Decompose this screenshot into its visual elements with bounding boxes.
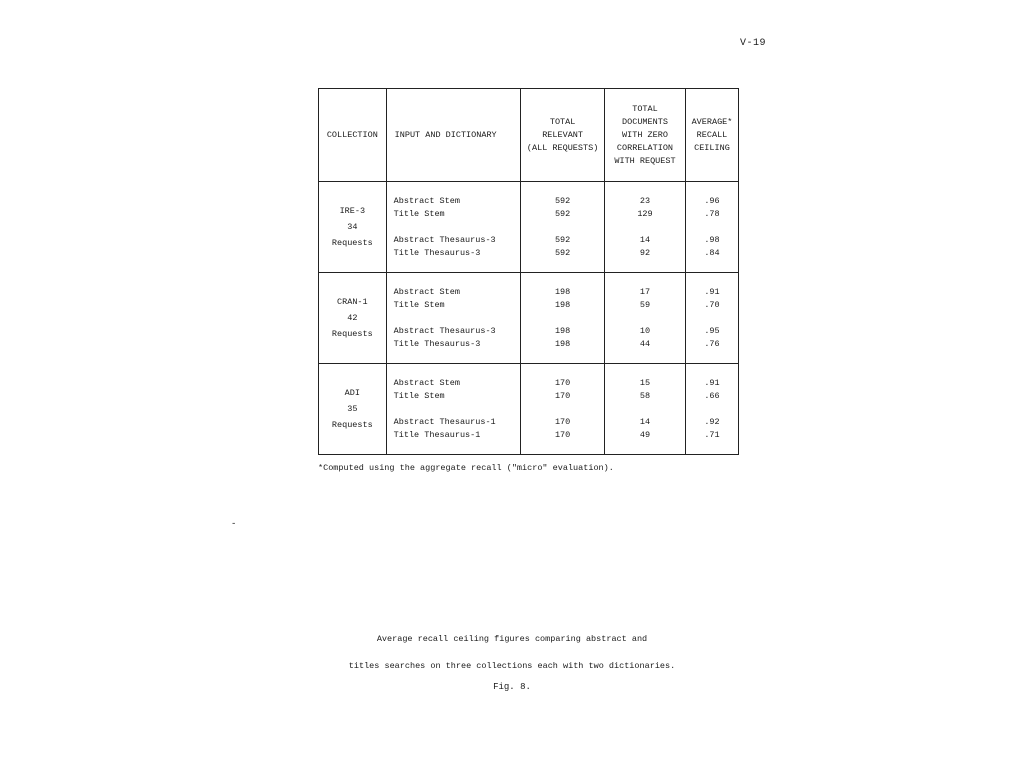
- header-total-relevant: TOTAL RELEVANT (ALL REQUESTS): [521, 89, 605, 182]
- zero-correlation-value: 14: [639, 234, 651, 245]
- total-relevant-value: 592: [554, 247, 571, 258]
- avg-recall-value: .91: [704, 286, 720, 297]
- avg-recall-value: .98: [704, 234, 720, 245]
- total-relevant-value: 198: [554, 338, 571, 349]
- zero-correlation-cell: [605, 273, 686, 364]
- total-relevant-value: 198: [554, 325, 571, 336]
- zero-correlation-value: 58: [639, 390, 651, 401]
- total-relevant-cell: [521, 182, 605, 273]
- request-count: 42: [347, 312, 358, 323]
- avg-recall-value: .66: [704, 390, 720, 401]
- request-unit: Requests: [331, 419, 373, 430]
- request-unit: Requests: [331, 237, 373, 248]
- zero-correlation-value: 14: [639, 416, 651, 427]
- table-row: [319, 364, 739, 455]
- collection-name: IRE-3: [339, 205, 366, 216]
- input-dictionary: Title Thesaurus-3: [393, 247, 481, 258]
- total-relevant-value: 592: [554, 208, 571, 219]
- header-input-dictionary: INPUT AND DICTIONARY: [386, 89, 521, 182]
- collection-name: ADI: [344, 387, 360, 398]
- avg-recall-cell: [685, 364, 738, 455]
- total-relevant-value: 170: [554, 429, 571, 440]
- total-relevant-value: 198: [554, 286, 571, 297]
- avg-recall-value: .92: [704, 416, 720, 427]
- table-footnote: *Computed using the aggregate recall ("micro" evaluation).: [318, 463, 614, 473]
- input-dictionary: Abstract Thesaurus-3: [393, 234, 496, 245]
- input-dictionary: Abstract Stem: [393, 195, 460, 206]
- header-zero-correlation: TOTAL DOCUMENTS WITH ZERO CORRELATION WITH REQUEST: [605, 89, 686, 182]
- input-dictionary: Title Stem: [393, 208, 445, 219]
- input-dictionary: Title Stem: [393, 390, 445, 401]
- input-dictionary: Title Thesaurus-3: [393, 338, 481, 349]
- avg-recall-value: .78: [704, 208, 720, 219]
- page-number: V-19: [740, 38, 767, 49]
- input-dictionary: Abstract Stem: [393, 377, 460, 388]
- zero-correlation-cell: [605, 182, 686, 273]
- avg-recall-cell: [685, 182, 738, 273]
- figure-caption-line-1: Average recall ceiling figures comparing abstract and: [376, 634, 648, 644]
- figure-label: Fig. 8.: [493, 682, 531, 692]
- request-count: 34: [347, 221, 358, 232]
- total-relevant-cell: [521, 273, 605, 364]
- collection-cell: [319, 273, 387, 364]
- table-row: [319, 273, 739, 364]
- header-collection: COLLECTION: [319, 89, 387, 182]
- avg-recall-value: .95: [704, 325, 720, 336]
- input-cell: [386, 273, 521, 364]
- request-unit: Requests: [331, 328, 373, 339]
- avg-recall-value: .91: [704, 377, 720, 388]
- total-relevant-value: 170: [554, 377, 571, 388]
- input-dictionary: Abstract Stem: [393, 286, 460, 297]
- collection-cell: [319, 182, 387, 273]
- zero-correlation-cell: [605, 364, 686, 455]
- header-average-recall-ceiling: AVERAGE* RECALL CEILING: [685, 89, 738, 182]
- table-header-row: [319, 89, 739, 182]
- input-dictionary: Title Thesaurus-1: [393, 429, 481, 440]
- figure-caption-line-2: titles searches on three collections each with two dictionaries.: [348, 661, 676, 671]
- total-relevant-value: 170: [554, 390, 571, 401]
- table-row: [319, 182, 739, 273]
- input-cell: [386, 364, 521, 455]
- input-dictionary: Abstract Thesaurus-1: [393, 416, 496, 427]
- zero-correlation-value: 10: [639, 325, 651, 336]
- input-dictionary: Abstract Thesaurus-3: [393, 325, 496, 336]
- request-count: 35: [347, 403, 358, 414]
- collection-name: CRAN-1: [337, 296, 368, 307]
- zero-correlation-value: 44: [639, 338, 651, 349]
- total-relevant-value: 198: [554, 299, 571, 310]
- zero-correlation-value: 129: [637, 208, 653, 219]
- total-relevant-cell: [521, 364, 605, 455]
- zero-correlation-value: 59: [639, 299, 651, 310]
- input-cell: [386, 182, 521, 273]
- total-relevant-value: 170: [554, 416, 571, 427]
- avg-recall-value: .71: [704, 429, 720, 440]
- avg-recall-cell: [685, 273, 738, 364]
- avg-recall-value: .84: [704, 247, 720, 258]
- zero-correlation-value: 49: [639, 429, 651, 440]
- avg-recall-value: .70: [704, 299, 720, 310]
- zero-correlation-value: 17: [639, 286, 651, 297]
- recall-ceiling-table: [318, 88, 739, 455]
- zero-correlation-value: 23: [639, 195, 651, 206]
- avg-recall-value: .96: [704, 195, 720, 206]
- collection-cell: [319, 364, 387, 455]
- zero-correlation-value: 92: [639, 247, 651, 258]
- total-relevant-value: 592: [554, 195, 571, 206]
- stray-mark: -: [231, 519, 237, 529]
- total-relevant-value: 592: [554, 234, 571, 245]
- avg-recall-value: .76: [704, 338, 720, 349]
- input-dictionary: Title Stem: [393, 299, 445, 310]
- zero-correlation-value: 15: [639, 377, 651, 388]
